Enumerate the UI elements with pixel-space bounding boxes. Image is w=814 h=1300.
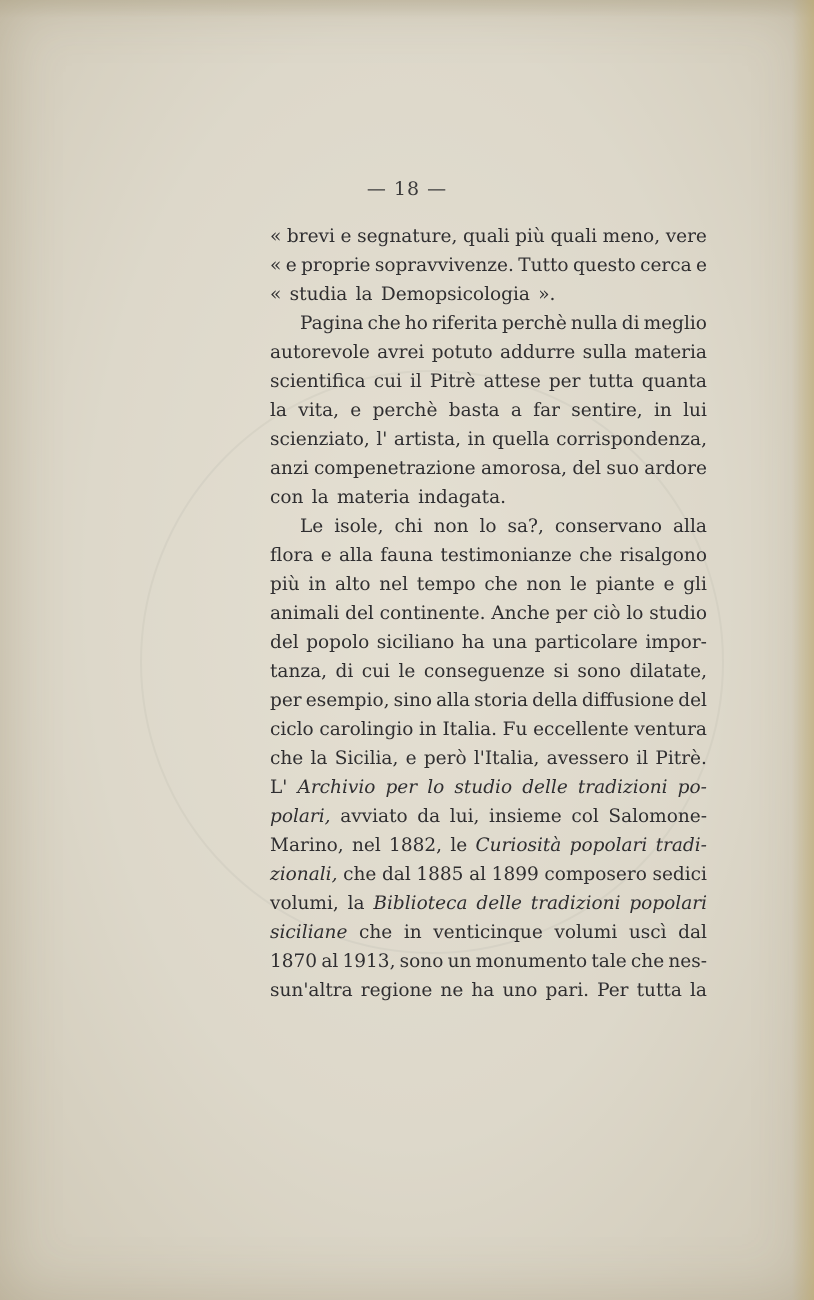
body-text [270,222,707,1005]
word: avviato [340,806,408,827]
word: ha [461,632,485,653]
word: proprie [301,255,371,276]
text-line [270,425,707,454]
word: col [571,806,599,827]
word: esempio, [305,690,390,711]
text-line [270,889,707,918]
word: Salomone- [608,806,707,827]
word: le [570,574,587,595]
word: Marino, [270,835,344,856]
word: la [311,487,329,508]
word: nel [351,835,381,856]
word: che [270,748,304,769]
word: per [548,371,581,392]
page-top-shadow [0,0,814,18]
word: e [340,226,352,247]
text-line [270,686,707,715]
word: sun'altra [270,980,353,1001]
word: quanta [641,371,707,392]
word: la [347,893,365,914]
word: Tutto [518,255,569,276]
text-line [270,657,707,686]
word: lo [479,516,497,537]
word: della [532,690,578,711]
word: perchè [372,400,438,421]
word: cui [373,371,402,392]
word: per [270,690,302,711]
word: brevi [286,226,335,247]
text-line [270,512,707,541]
word: flora [270,545,314,566]
word: avrei [377,342,425,363]
word: che [367,313,401,334]
word: in [308,574,327,595]
word: in [403,922,422,943]
word: Italia. [442,719,498,740]
word: ha [471,980,495,1001]
word: Per [597,980,629,1001]
word: sentire, [571,400,643,421]
word: vere [665,226,707,247]
word: Pitrè [429,371,476,392]
word: e [285,255,297,276]
word: una [492,632,528,653]
word: alla [673,516,707,537]
text-line [270,570,707,599]
word: perchè [501,313,567,334]
word: addurre [499,342,576,363]
word: l' [376,429,388,450]
word: po- [677,777,707,798]
text-line [270,396,707,425]
word: dilatate, [629,661,707,682]
word: impor- [645,632,707,653]
word: sino [393,690,433,711]
word: lui [683,400,707,421]
word: ho [404,313,428,334]
word: delle [476,893,522,914]
word: del [572,458,602,479]
word: quali [550,226,598,247]
text-line [270,802,707,831]
text-line [270,744,707,773]
word: Curiosità [475,835,562,856]
word: popolo [306,632,370,653]
word: la [355,284,373,305]
word: pari. [545,980,590,1001]
word: la [270,400,287,421]
word: scienziato, [270,429,370,450]
word: più [515,226,545,247]
word: uscì [628,922,667,943]
word: ciclo [270,719,314,740]
word: tempo [416,574,476,595]
word: in [467,429,486,450]
word: tanza, [270,661,328,682]
word: per [385,777,418,798]
text-line [270,918,707,947]
text-line [270,947,707,976]
word: Anche [491,603,550,624]
word: conservano [554,516,663,537]
word: le [398,661,416,682]
word: e [350,400,362,421]
word: gli [683,574,707,595]
word: popolari [629,893,707,914]
word: dal [678,922,707,943]
word: avessero [546,748,630,769]
text-line [270,715,707,744]
word: siciliane [270,922,348,943]
word: del [678,690,707,711]
word: 1885 [416,864,464,885]
word: segnature, [357,226,458,247]
word: che [359,922,393,943]
word: tradizioni [530,893,621,914]
text-line [270,483,707,512]
word: tradizioni [577,777,668,798]
text-line [270,976,707,1005]
word: popolari [569,835,648,856]
word: di [335,661,354,682]
word: lo [427,777,445,798]
word: sono [399,951,444,972]
word: in [653,400,672,421]
text-line [270,280,707,309]
word: compenetrazione [313,458,476,479]
word: volumi, [270,893,339,914]
word: studia [289,284,348,305]
word: 1913, [342,951,396,972]
word: suo [606,458,639,479]
word: Le [300,516,324,537]
word: sopravvivenze. [374,255,514,276]
word: sulla [582,342,627,363]
word: isole, [334,516,384,537]
word: meno, [602,226,661,247]
word: amorosa, [480,458,568,479]
word: più [270,574,300,595]
word: da [417,806,441,827]
word: quali [462,226,510,247]
word: cui [361,661,390,682]
word: conseguenze [423,661,545,682]
word: Fu [502,719,528,740]
word: insieme [489,806,562,827]
word: al [469,864,487,885]
text-line [270,309,707,338]
text-line [270,599,707,628]
word: chi [394,516,423,537]
word: del [345,603,374,624]
word: eccellente [533,719,629,740]
word: però [423,748,467,769]
word: L' [270,777,288,798]
text-line [270,454,707,483]
word: ne [440,980,464,1001]
text-line [270,222,707,251]
word: nel [379,574,409,595]
word: che [484,574,518,595]
word: Biblioteca [373,893,468,914]
word: meglio [643,313,707,334]
word: venticinque [433,922,543,943]
word: continente. [379,603,486,624]
word: la [689,980,707,1001]
word: « [270,284,282,305]
word: ciò [593,603,621,624]
word: 1870 [270,951,318,972]
word: sa?, [507,516,544,537]
word: alla [436,690,471,711]
word: sono [577,661,622,682]
word: che [579,545,613,566]
word: a [510,400,522,421]
word: ». [538,284,556,305]
word: corrispondenza, [556,429,707,450]
word: questo [572,255,636,276]
text-line [270,541,707,570]
word: le [450,835,468,856]
word: Pitrè. [655,748,707,769]
word: risalgono [619,545,707,566]
word: con [270,487,304,508]
word: del [270,632,299,653]
word: sedici [652,864,707,885]
word: 1882, [389,835,443,856]
word: ardore [644,458,707,479]
word: tradi- [655,835,707,856]
word: e [696,255,707,276]
word: al [321,951,339,972]
word: riferita [432,313,498,334]
word: quella [491,429,550,450]
word: carolingio [319,719,414,740]
word: zionali, [270,864,338,885]
word: per [555,603,588,624]
word: in [419,719,437,740]
word: regione [360,980,433,1001]
text-line [270,367,707,396]
word: « [270,226,282,247]
word: si [553,661,569,682]
text-line [270,831,707,860]
word: 1899 [491,864,539,885]
word: volumi [554,922,618,943]
word: artista, [393,429,461,450]
word: il [409,371,422,392]
word: cerca [640,255,692,276]
word: diffusione [581,690,675,711]
word: monumento [475,951,588,972]
word: lo [626,603,644,624]
word: autorevole [270,342,370,363]
word: la [310,748,328,769]
word: anzi [270,458,309,479]
word: studio [454,777,513,798]
word: animali [270,603,340,624]
word: tutta [636,980,682,1001]
word: non [526,574,562,595]
word: un [447,951,472,972]
word: studio [649,603,707,624]
word: attese [483,371,541,392]
text-line [270,338,707,367]
word: tutta [588,371,634,392]
word: piante [595,574,655,595]
word: e [663,574,675,595]
word: Pagina [300,313,364,334]
word: alla [339,545,373,566]
word: Sicilia, [334,748,399,769]
word: l'Italia, [473,748,540,769]
word: « [270,255,282,276]
word: polari, [270,806,331,827]
word: materia [634,342,707,363]
word: alto [335,574,371,595]
word: nes- [668,951,707,972]
word: delle [522,777,568,798]
word: Archivio [297,777,376,798]
word: materia [337,487,410,508]
word: vita, [298,400,339,421]
word: il [636,748,649,769]
word: fauna [380,545,434,566]
word: Demopsicologia [380,284,530,305]
word: far [533,400,560,421]
word: lui, [449,806,480,827]
word: e [320,545,332,566]
text-line [270,628,707,657]
word: composero [544,864,647,885]
word: indagata. [418,487,506,508]
word: particolare [534,632,638,653]
page-number: — 18 — [366,178,448,200]
word: basta [448,400,500,421]
text-line [270,251,707,280]
word: dal [381,864,411,885]
word: siciliano [376,632,455,653]
word: testimonianze [440,545,572,566]
word: potuto [431,342,493,363]
word: e [405,748,417,769]
word: ventura [634,719,707,740]
text-line [270,773,707,802]
word: che [630,951,665,972]
word: scientifica [270,371,366,392]
word: non [433,516,469,537]
word: di [621,313,640,334]
text-line [270,860,707,889]
word: storia [474,690,529,711]
word: nulla [570,313,618,334]
word: uno [502,980,538,1001]
word: che [343,864,377,885]
word: tale [591,951,627,972]
